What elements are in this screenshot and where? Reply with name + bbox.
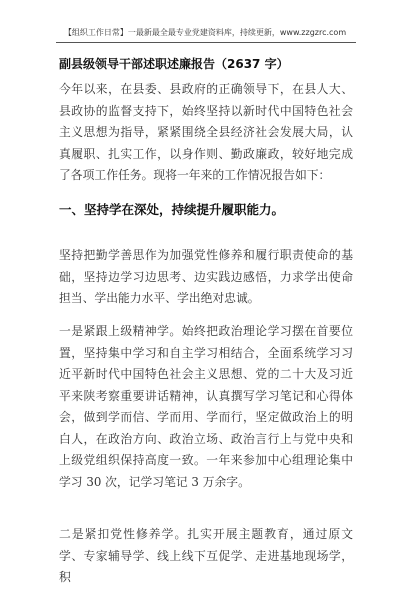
header-divider bbox=[56, 42, 356, 43]
header-banner: 【组织工作日常】一最新最全最专业党建资料库，持续更新，www.zzgzrc.com bbox=[63, 28, 347, 37]
document-title: 副县级领导干部述职述廉报告（2637 字） bbox=[59, 57, 289, 71]
section-1-intro-paragraph: 坚持把勤学善思作为加强党性修养和履行职责使命的基础，坚持边学习边思考、边实践边感悟，力求学出使命担当、学出能力水平、学出绝对忠诚。 bbox=[59, 248, 353, 305]
intro-paragraph: 今年以来，在县委、县政府的正确领导下，在县人大、县政协的监督支持下，始终坚持以新时代中国特色社会主义思想为指导，紧紧围绕全县经济社会发展大局，认真履职、扎实工作，以身作则、勤政廉政，较好地完成了各项工作任务。现将一年来的工作情况报告如下： bbox=[59, 82, 353, 182]
section-1-point-2-paragraph: 二是紧扣党性修养学。扎实开展主题教育，通过原文学、专家辅导学、线上线下互促学、走进基地现场学，积 bbox=[59, 527, 353, 584]
section-1-point-1-paragraph: 一是紧跟上级精神学。始终把政治理论学习摆在首要位置，坚持集中学习和自主学习相结合，全面系统学习习近平新时代中国特色社会主义思想、党的二十大及习近平来陕考察重要讲话精神，认真撰写学习笔记和心得体会，做到学而信、学而用、学而行，坚定做政治上的明白人，在政治方向、政治立场、政治言行上与党中央和上级党组织保持高度一致。一年来参加中心组理论集中学习 30 次，记学习笔记 3 万余字。 bbox=[59, 324, 353, 489]
section-heading-1: 一、坚持学在深处，持续提升履职能力。 bbox=[59, 202, 285, 217]
